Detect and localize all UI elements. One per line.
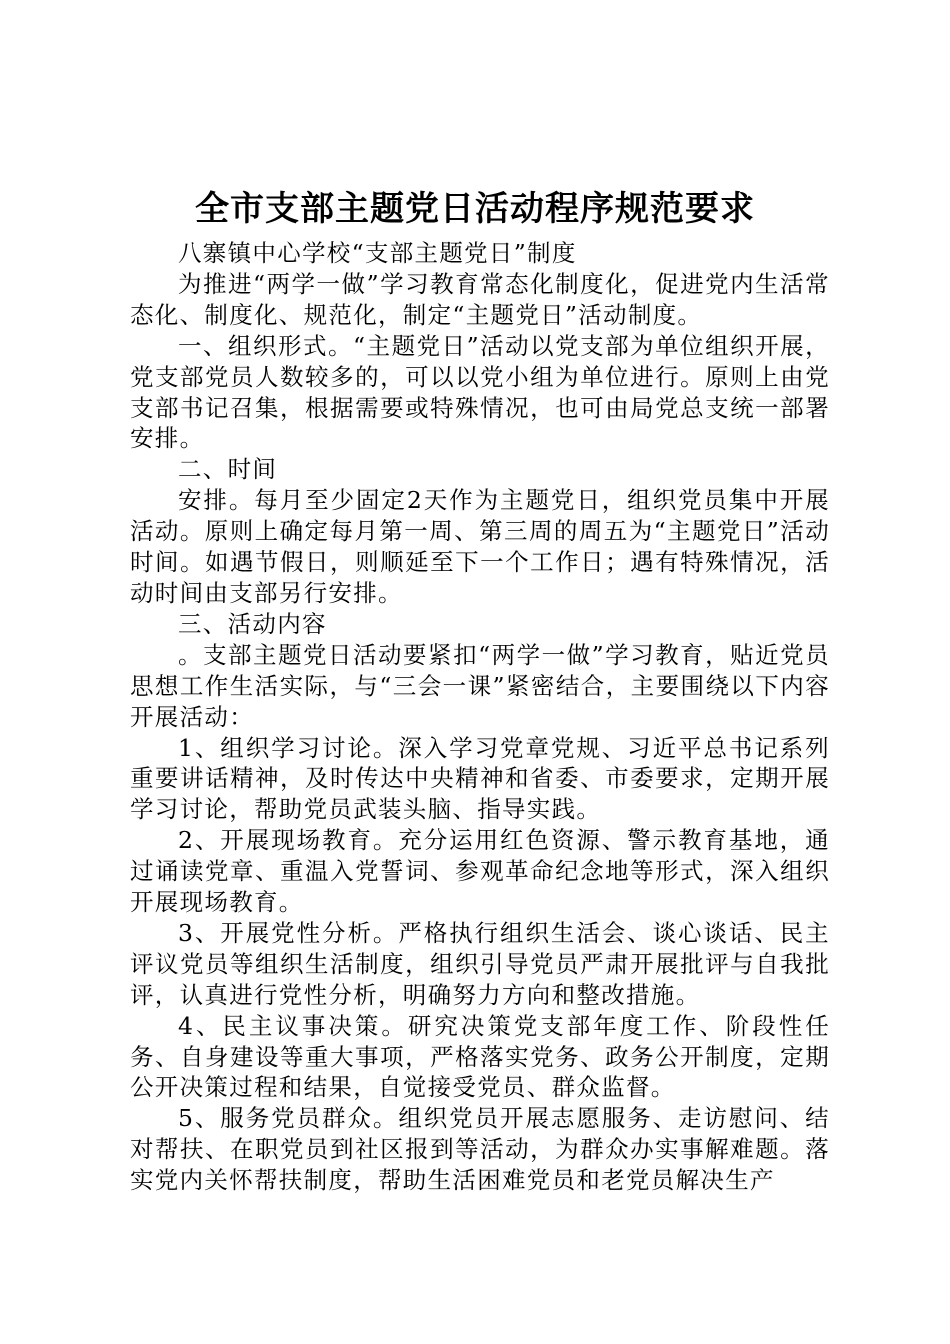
list-item-study-discussion: 1、组织学习讨论。深入学习党章党规、习近平总书记系列重要讲话精神，及时传达中央精神和省委、市委要求，定期开展学习讨论，帮助党员武装头脑、指导实践。 (130, 733, 830, 824)
list-item-democratic-decision: 4、民主议事决策。研究决策党支部年度工作、阶段性任务、自身建设等重大事项，严格落实党务、政务公开制度，定期公开决策过程和结果，自觉接受党员、群众监督。 (130, 1011, 830, 1102)
list-item-serve-members: 5、服务党员群众。组织党员开展志愿服务、走访慰问、结对帮扶、在职党员到社区报到等活动，为群众办实事解难题。落实党内关怀帮扶制度，帮助生活困难党员和老党员解决生产 (130, 1104, 830, 1195)
list-item-party-spirit-analysis: 3、开展党性分析。严格执行组织生活会、谈心谈话、民主评议党员等组织生活制度，组织引导党员严肃开展批评与自我批评，认真进行党性分析，明确努力方向和整改措施。 (130, 918, 830, 1009)
heading-time: 二、时间 (178, 455, 278, 484)
paragraph-school-regulation: 八寨镇中心学校“支部主题党日”制度 (178, 239, 577, 267)
paragraph-activity-content: 。支部主题党日活动要紧扣“两学一做”学习教育，贴近党员思想工作生活实际，与“三会一课”紧密结合，主要围绕以下内容开展活动： (130, 640, 830, 731)
list-item-onsite-education: 2、开展现场教育。充分运用红色资源、警示教育基地，通过诵读党章、重温入党誓词、参观革命纪念地等形式，深入组织开展现场教育。 (130, 826, 830, 917)
document-body (130, 238, 830, 1196)
heading-activity-content: 三、活动内容 (178, 609, 327, 638)
paragraph-intro: 为推进“两学一做”学习教育常态化制度化，促进党内生活常态化、制度化、规范化，制定“主题党日”活动制度。 (130, 269, 830, 329)
paragraph-organization-form: 一、组织形式。“主题党日”活动以党支部为单位组织开展，党支部党员人数较多的，可以以党小组为单位进行。原则上由党支部书记召集，根据需要或特殊情况，也可由局党总支统一部署安排。 (130, 331, 830, 453)
document-title: 全市支部主题党日活动程序规范要求 (195, 189, 755, 229)
paragraph-time-arrangement: 安排。每月至少固定2天作为主题党日，组织党员集中开展活动。原则上确定每月第一周、第三周的周五为“主题党日”活动时间。如遇节假日，则顺延至下一个工作日；遇有特殊情况，活动时间由支部另行安排。 (130, 486, 830, 607)
